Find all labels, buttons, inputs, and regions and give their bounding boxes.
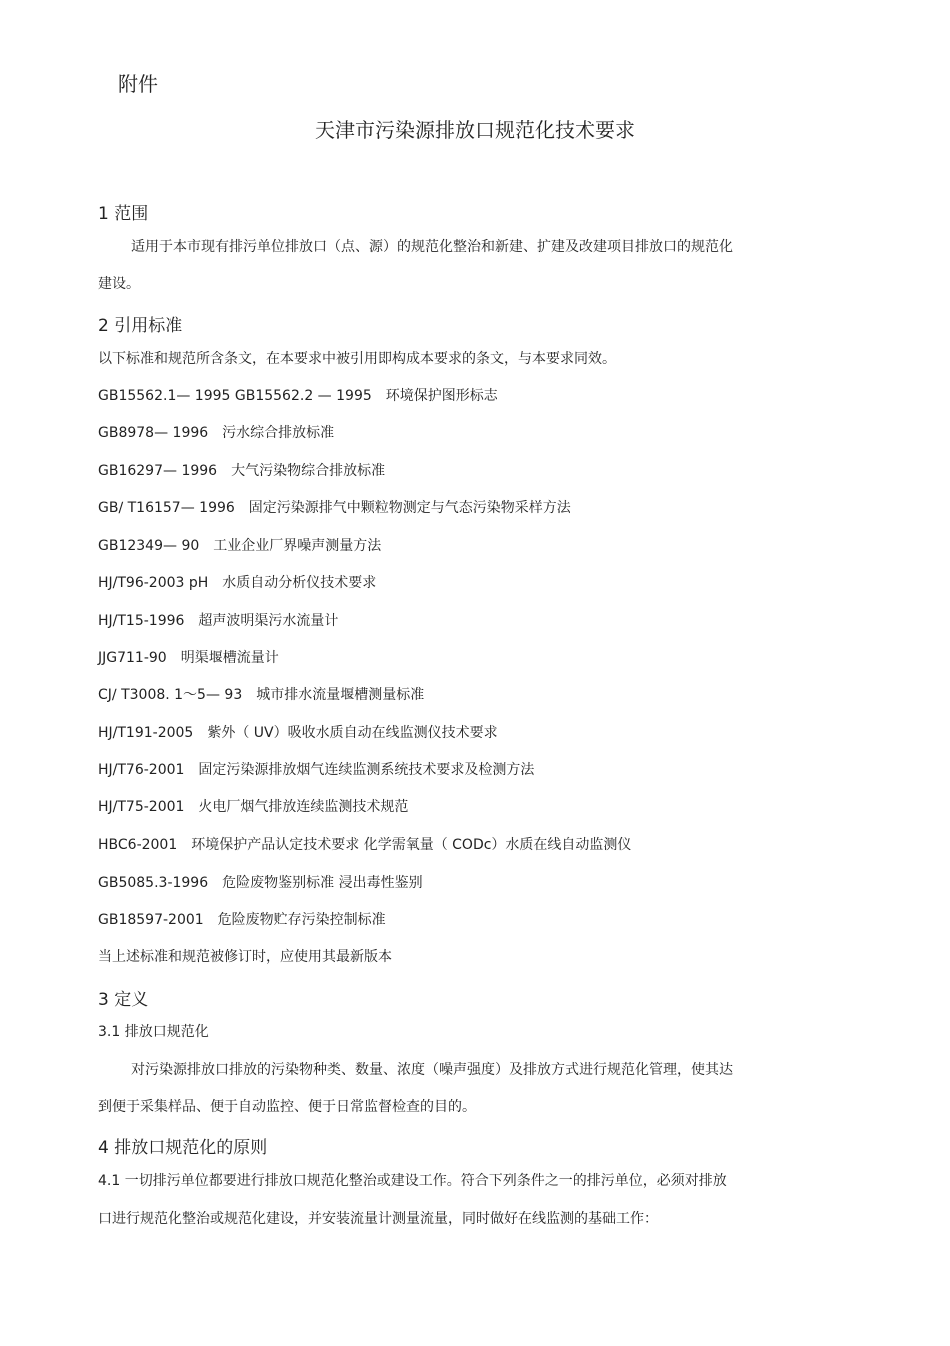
standard-code: GB16297— 1996: [98, 463, 218, 479]
standard-name: 超声波明渠污水流量计: [198, 613, 339, 629]
section-4-heading: 4 排放口规范化的原则: [98, 1138, 268, 1158]
section-1-paragraph-line-2: 建设。: [98, 276, 140, 292]
standard-item: [98, 759, 534, 779]
standard-name: 固定污染源排气中颗粒物测定与气态污染物采样方法: [248, 500, 571, 516]
standard-item: [98, 422, 334, 442]
standard-item: [98, 684, 424, 704]
section-4-paragraph-line-2: 口进行规范化整治或规范化建设，并安装流量计测量流量，同时做好在线监测的基础工作：: [98, 1211, 658, 1227]
section-3-heading: 3 定义: [98, 990, 149, 1010]
standard-item: [98, 460, 385, 480]
standard-item: [98, 722, 498, 742]
section-2-intro: 以下标准和规范所含条文，在本要求中被引用即构成本要求的条文，与本要求同效。: [98, 351, 616, 367]
section-3-paragraph-line-1: 对污染源排放口排放的污染物种类、数量、浓度（噪声强度）及排放方式进行规范化管理，使其达: [131, 1062, 733, 1078]
standard-name: 危险废物鉴别标准 浸出毒性鉴别: [222, 875, 423, 891]
standard-item: [98, 834, 631, 854]
standard-item: [98, 796, 408, 816]
standard-code: GB∕ T16157— 1996: [98, 500, 235, 516]
section-2-heading: 2 引用标准: [98, 316, 183, 336]
standard-name: 污水综合排放标准: [222, 425, 335, 441]
standard-code: HJ/T76-2001: [98, 762, 185, 778]
standard-code: HJ/T75-2001: [98, 799, 185, 815]
standard-code: GB18597-2001: [98, 912, 204, 928]
standard-item: [98, 535, 381, 555]
standard-name: 水质自动分析仪技术要求: [222, 575, 377, 591]
standard-code: GB8978— 1996: [98, 425, 209, 441]
standard-name: 大气污染物综合排放标准: [231, 463, 386, 479]
section-3-1-heading: 3.1 排放口规范化: [98, 1024, 209, 1040]
standard-code: GB12349— 90: [98, 538, 200, 554]
section-2-closing: 当上述标准和规范被修订时，应使用其最新版本: [98, 949, 392, 965]
standard-item: [98, 572, 376, 592]
standard-item: [98, 497, 571, 517]
standard-code: HJ/T15-1996: [98, 613, 185, 629]
standard-code: HJ/T96-2003 pH: [98, 575, 209, 591]
standard-name: 工业企业厂界噪声测量方法: [213, 538, 382, 554]
standard-name: 环境保护图形标志: [385, 388, 498, 404]
section-4-paragraph-line-1: 4.1 一切排污单位都要进行排放口规范化整治或建设工作。符合下列条件之一的排污单位，必须对排放: [98, 1173, 727, 1189]
standard-name: 城市排水流量堰槽测量标准: [256, 687, 425, 703]
standard-item: [98, 872, 423, 892]
attachment-label: 附件: [118, 72, 158, 96]
standard-item: [98, 610, 338, 630]
standard-name: 火电厂烟气排放连续监测技术规范: [198, 799, 409, 815]
section-3-paragraph-line-2: 到便于采集样品、便于自动监控、便于日常监督检查的目的。: [98, 1099, 476, 1115]
document-title: 天津市污染源排放口规范化技术要求: [315, 118, 635, 142]
standard-code: HBC6-2001: [98, 837, 178, 853]
standard-name: 明渠堰槽流量计: [180, 650, 279, 666]
standard-code: GB15562.1— 1995 GB15562.2 — 1995: [98, 388, 372, 404]
standard-code: GB5085.3-1996: [98, 875, 209, 891]
standard-name: 紫外（ UV）吸收水质自动在线监测仪技术要求: [207, 725, 498, 741]
section-1-heading: 1 范围: [98, 204, 149, 224]
standard-item: [98, 647, 279, 667]
standard-code: HJ/T191-2005: [98, 725, 194, 741]
standard-name: 固定污染源排放烟气连续监测系统技术要求及检测方法: [198, 762, 535, 778]
section-1-paragraph-line-1: 适用于本市现有排污单位排放口（点、源）的规范化整治和新建、扩建及改建项目排放口的规范化: [131, 239, 733, 255]
standard-name: 环境保护产品认定技术要求 化学需氧量（ CODc）水质在线自动监测仪: [191, 837, 632, 853]
standard-item: [98, 385, 498, 405]
standard-item: [98, 909, 386, 929]
standard-code: CJ∕ T3008. 1～5— 93: [98, 687, 243, 703]
standard-name: 危险废物贮存污染控制标准: [217, 912, 386, 928]
standard-code: JJG711-90: [98, 650, 167, 666]
